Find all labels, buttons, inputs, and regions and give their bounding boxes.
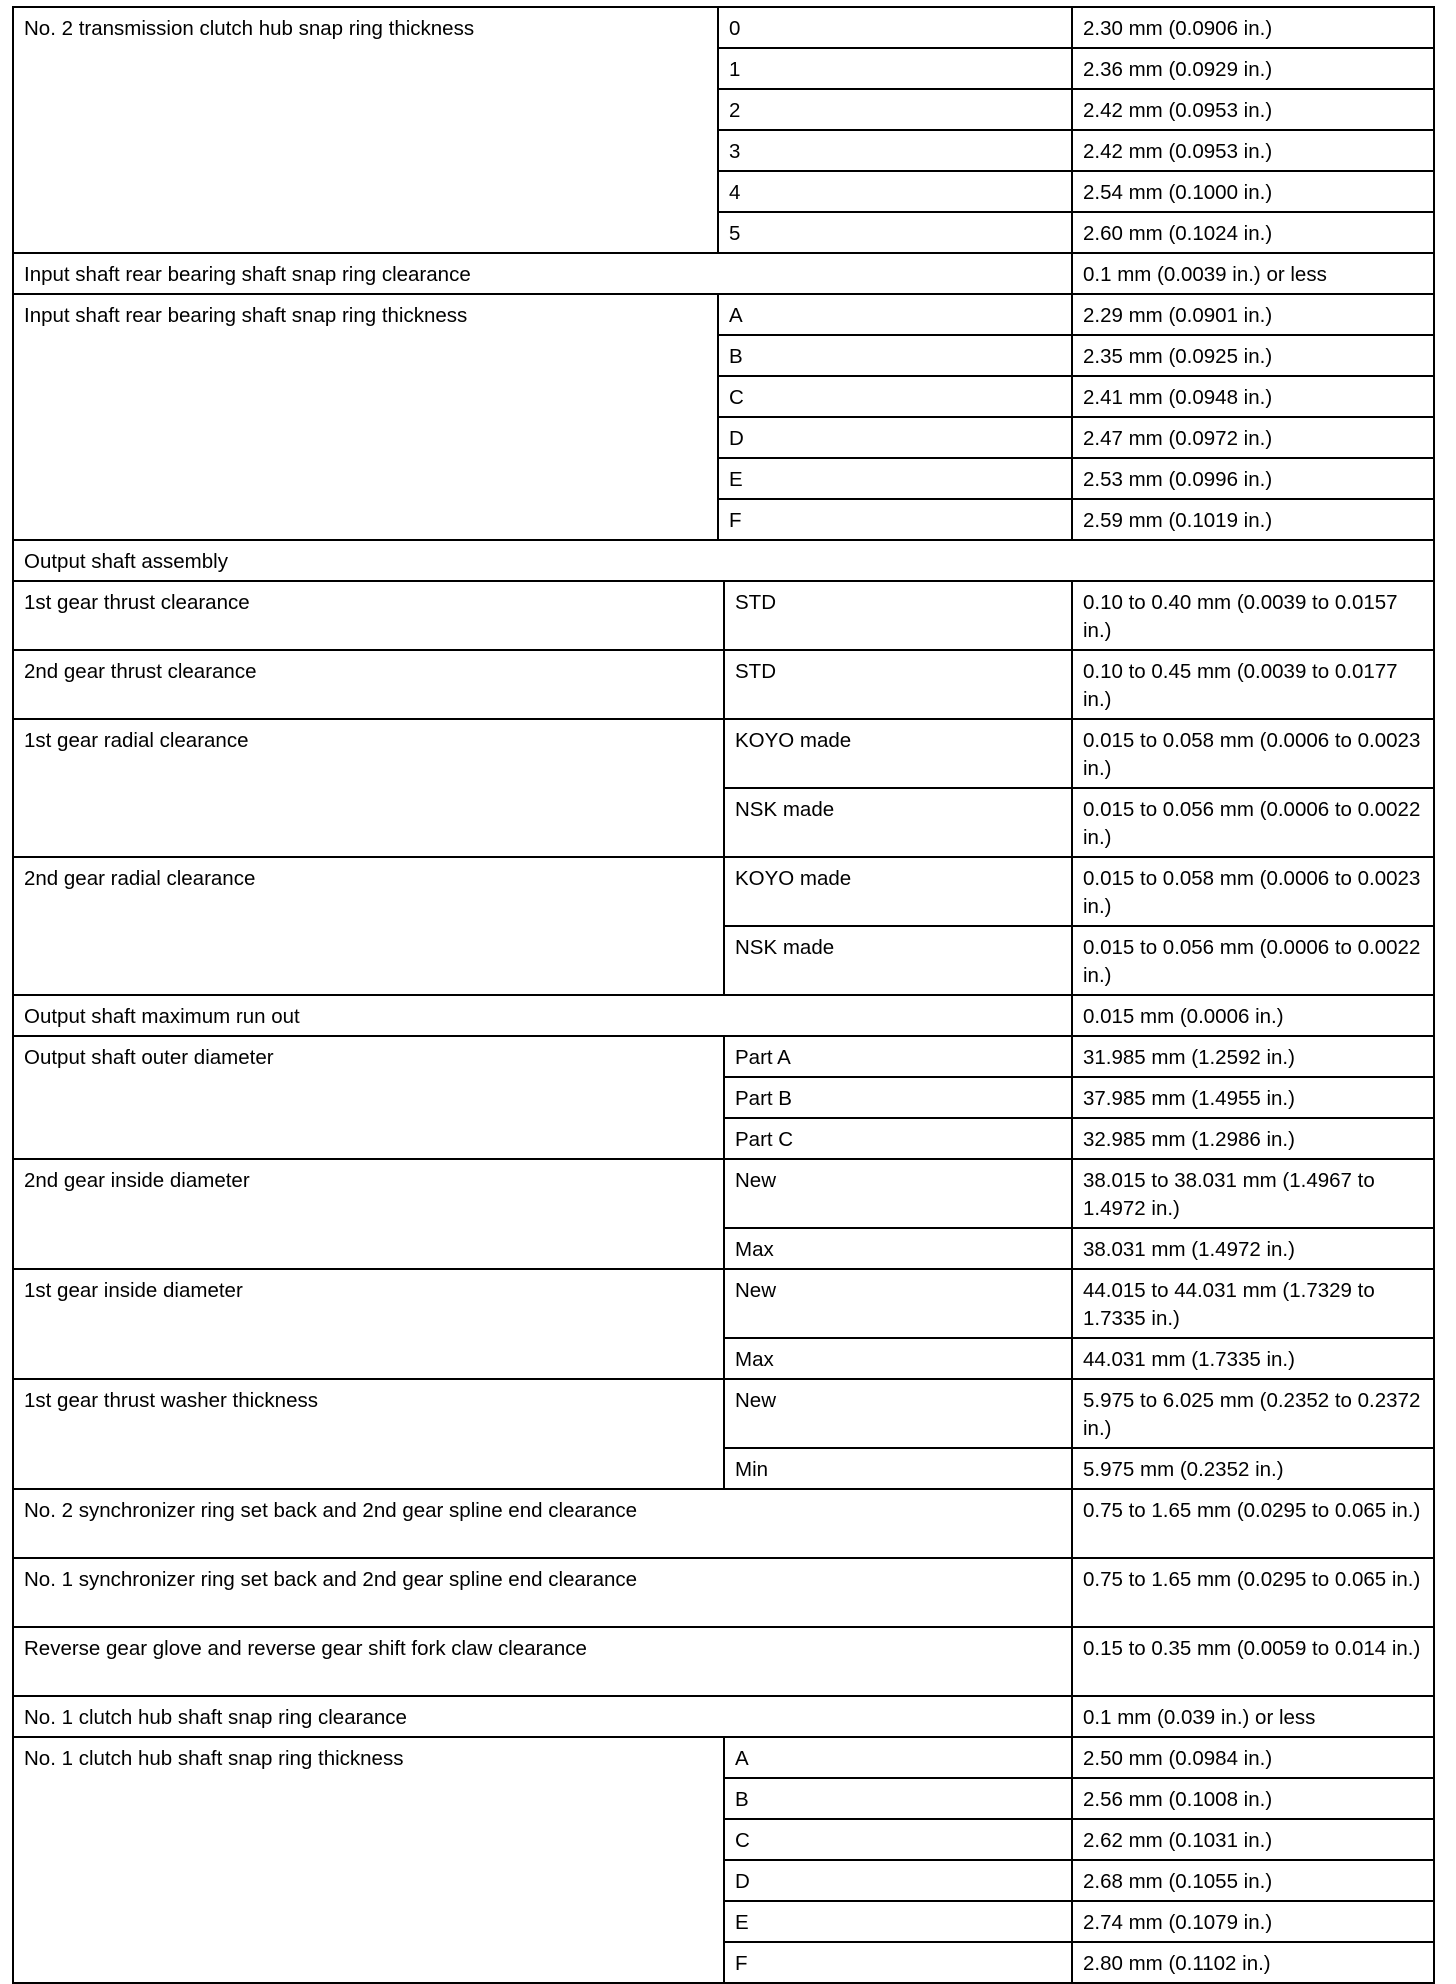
value-cell: 2.35 mm (0.0925 in.)	[1072, 335, 1434, 376]
spec-table-body	[13, 540, 1434, 1983]
condition-cell: Max	[724, 1338, 1072, 1379]
value-cell: 2.54 mm (0.1000 in.)	[1072, 171, 1434, 212]
table-row	[13, 1696, 1434, 1737]
table-row	[13, 1737, 1434, 1778]
condition-cell: C	[724, 1819, 1072, 1860]
value-cell: 0.1 mm (0.0039 in.) or less	[1072, 253, 1434, 294]
value-cell: 0.10 to 0.40 mm (0.0039 to 0.0157 in.)	[1072, 581, 1434, 650]
table-row	[13, 253, 1434, 294]
value-cell: 0.10 to 0.45 mm (0.0039 to 0.0177 in.)	[1072, 650, 1434, 719]
condition-cell: Max	[724, 1228, 1072, 1269]
parameter-cell: No. 1 clutch hub shaft snap ring thickness	[13, 1737, 724, 1983]
value-cell: 0.015 to 0.056 mm (0.0006 to 0.0022 in.)	[1072, 926, 1434, 995]
value-cell: 2.74 mm (0.1079 in.)	[1072, 1901, 1434, 1942]
condition-cell: D	[718, 417, 1072, 458]
parameter-cell: 2nd gear thrust clearance	[13, 650, 724, 719]
table-row	[13, 1269, 1434, 1338]
condition-cell: STD	[724, 581, 1072, 650]
condition-cell: E	[724, 1901, 1072, 1942]
condition-cell: 1	[718, 48, 1072, 89]
value-cell: 37.985 mm (1.4955 in.)	[1072, 1077, 1434, 1118]
value-cell: 2.60 mm (0.1024 in.)	[1072, 212, 1434, 253]
condition-cell: 5	[718, 212, 1072, 253]
condition-cell: F	[724, 1942, 1072, 1983]
value-cell: 2.30 mm (0.0906 in.)	[1072, 7, 1434, 48]
value-cell: 44.015 to 44.031 mm (1.7329 to 1.7335 in.)	[1072, 1269, 1434, 1338]
value-cell: 2.42 mm (0.0953 in.)	[1072, 89, 1434, 130]
table-row	[13, 1036, 1434, 1077]
parameter-cell: Output shaft outer diameter	[13, 1036, 724, 1159]
parameter-cell: Input shaft rear bearing shaft snap ring clearance	[13, 253, 1072, 294]
value-cell: 32.985 mm (1.2986 in.)	[1072, 1118, 1434, 1159]
condition-cell: 3	[718, 130, 1072, 171]
condition-cell: A	[718, 294, 1072, 335]
value-cell: 0.015 to 0.058 mm (0.0006 to 0.0023 in.)	[1072, 857, 1434, 926]
table-row	[13, 719, 1434, 788]
condition-cell: Part C	[724, 1118, 1072, 1159]
value-cell: 0.1 mm (0.039 in.) or less	[1072, 1696, 1434, 1737]
value-cell: 0.75 to 1.65 mm (0.0295 to 0.065 in.)	[1072, 1558, 1434, 1627]
parameter-cell: No. 1 synchronizer ring set back and 2nd gear spline end clearance	[13, 1558, 1072, 1627]
parameter-cell: No. 2 synchronizer ring set back and 2nd gear spline end clearance	[13, 1489, 1072, 1558]
condition-cell: NSK made	[724, 926, 1072, 995]
value-cell: 31.985 mm (1.2592 in.)	[1072, 1036, 1434, 1077]
condition-cell: B	[718, 335, 1072, 376]
condition-cell: NSK made	[724, 788, 1072, 857]
table-row	[13, 1379, 1434, 1448]
parameter-cell: 1st gear thrust clearance	[13, 581, 724, 650]
condition-cell: D	[724, 1860, 1072, 1901]
table-row	[13, 995, 1434, 1036]
value-cell: 2.47 mm (0.0972 in.)	[1072, 417, 1434, 458]
condition-cell: KOYO made	[724, 719, 1072, 788]
value-cell: 2.59 mm (0.1019 in.)	[1072, 499, 1434, 540]
section-header: Output shaft assembly	[13, 540, 1434, 581]
value-cell: 2.62 mm (0.1031 in.)	[1072, 1819, 1434, 1860]
value-cell: 2.29 mm (0.0901 in.)	[1072, 294, 1434, 335]
value-cell: 0.015 to 0.058 mm (0.0006 to 0.0023 in.)	[1072, 719, 1434, 788]
condition-cell: New	[724, 1269, 1072, 1338]
value-cell: 0.75 to 1.65 mm (0.0295 to 0.065 in.)	[1072, 1489, 1434, 1558]
value-cell: 0.015 mm (0.0006 in.)	[1072, 995, 1434, 1036]
condition-cell: KOYO made	[724, 857, 1072, 926]
condition-cell: A	[724, 1737, 1072, 1778]
condition-cell: Part B	[724, 1077, 1072, 1118]
condition-cell: B	[724, 1778, 1072, 1819]
parameter-cell: Reverse gear glove and reverse gear shift fork claw clearance	[13, 1627, 1072, 1696]
spec-table-output-shaft	[12, 539, 1435, 1984]
value-cell: 2.42 mm (0.0953 in.)	[1072, 130, 1434, 171]
condition-cell: Part A	[724, 1036, 1072, 1077]
value-cell: 2.36 mm (0.0929 in.)	[1072, 48, 1434, 89]
condition-cell: E	[718, 458, 1072, 499]
parameter-cell: Input shaft rear bearing shaft snap ring thickness	[13, 294, 718, 540]
value-cell: 2.53 mm (0.0996 in.)	[1072, 458, 1434, 499]
condition-cell: Min	[724, 1448, 1072, 1489]
table-row	[13, 650, 1434, 719]
value-cell: 38.015 to 38.031 mm (1.4967 to 1.4972 in.)	[1072, 1159, 1434, 1228]
condition-cell: 2	[718, 89, 1072, 130]
condition-cell: 0	[718, 7, 1072, 48]
parameter-cell: No. 1 clutch hub shaft snap ring clearance	[13, 1696, 1072, 1737]
table-header-row	[13, 540, 1434, 581]
table-row	[13, 1159, 1434, 1228]
value-cell: 2.50 mm (0.0984 in.)	[1072, 1737, 1434, 1778]
value-cell: 0.15 to 0.35 mm (0.0059 to 0.014 in.)	[1072, 1627, 1434, 1696]
spec-table-snap-rings	[12, 6, 1435, 541]
value-cell: 2.68 mm (0.1055 in.)	[1072, 1860, 1434, 1901]
value-cell: 38.031 mm (1.4972 in.)	[1072, 1228, 1434, 1269]
value-cell: 0.015 to 0.056 mm (0.0006 to 0.0022 in.)	[1072, 788, 1434, 857]
value-cell: 2.56 mm (0.1008 in.)	[1072, 1778, 1434, 1819]
value-cell: 5.975 to 6.025 mm (0.2352 to 0.2372 in.)	[1072, 1379, 1434, 1448]
parameter-cell: 1st gear thrust washer thickness	[13, 1379, 724, 1489]
value-cell: 44.031 mm (1.7335 in.)	[1072, 1338, 1434, 1379]
parameter-cell: Output shaft maximum run out	[13, 995, 1072, 1036]
table-row	[13, 1558, 1434, 1627]
value-cell: 2.41 mm (0.0948 in.)	[1072, 376, 1434, 417]
condition-cell: STD	[724, 650, 1072, 719]
table-row	[13, 857, 1434, 926]
parameter-cell: 1st gear radial clearance	[13, 719, 724, 857]
table-row	[13, 294, 1434, 335]
condition-cell: New	[724, 1379, 1072, 1448]
condition-cell: C	[718, 376, 1072, 417]
table-row	[13, 1627, 1434, 1696]
condition-cell: New	[724, 1159, 1072, 1228]
spec-table-body	[13, 7, 1434, 540]
condition-cell: 4	[718, 171, 1072, 212]
parameter-cell: 2nd gear radial clearance	[13, 857, 724, 995]
parameter-cell: 2nd gear inside diameter	[13, 1159, 724, 1269]
parameter-cell: 1st gear inside diameter	[13, 1269, 724, 1379]
parameter-cell: No. 2 transmission clutch hub snap ring thickness	[13, 7, 718, 253]
value-cell: 5.975 mm (0.2352 in.)	[1072, 1448, 1434, 1489]
table-row	[13, 1489, 1434, 1558]
value-cell: 2.80 mm (0.1102 in.)	[1072, 1942, 1434, 1983]
condition-cell: F	[718, 499, 1072, 540]
table-row	[13, 581, 1434, 650]
table-row	[13, 7, 1434, 48]
